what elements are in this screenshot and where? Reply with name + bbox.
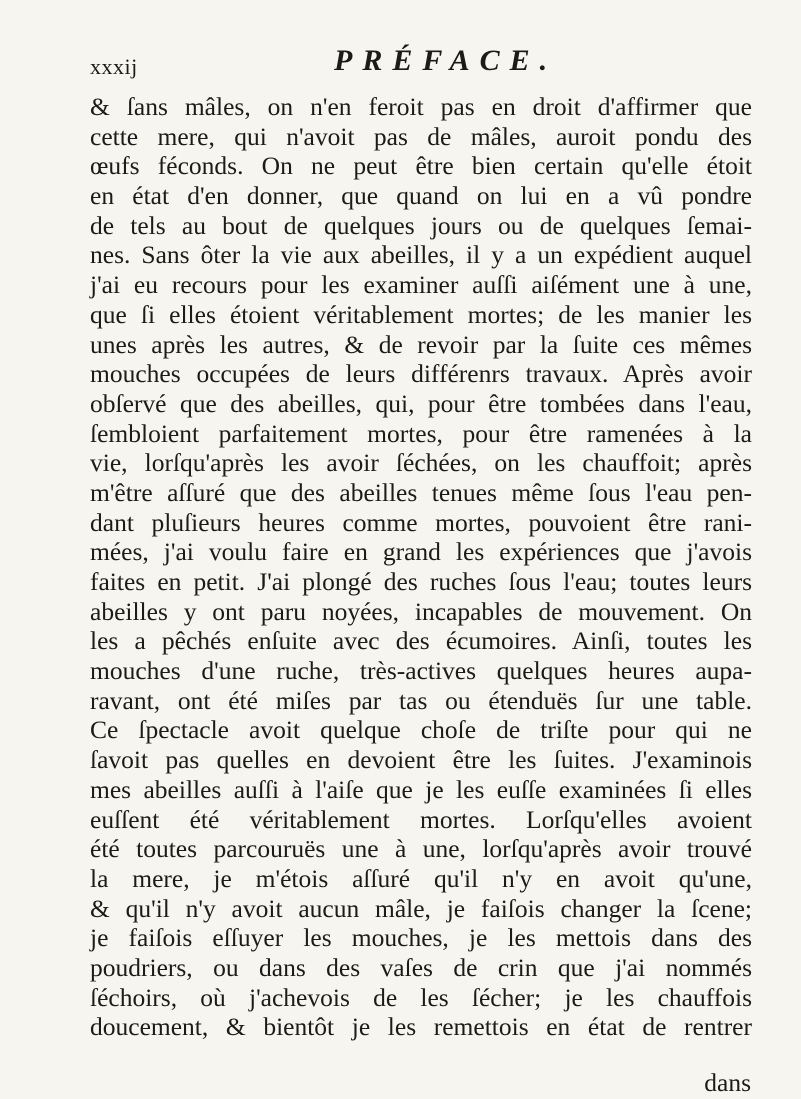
text-line: mouches occupées de leurs différenrs travaux. Après avoir [90,359,752,389]
text-line: obſervé que des abeilles, qui, pour être tombées dans l'eau, [90,388,752,418]
text-line: la mere, je m'étois aſſuré qu'il n'y en avoit qu'une, [90,863,752,893]
text-line: Ce ſpectacle avoit quelque choſe de triſte pour qui ne [90,715,752,745]
body-text [90,92,752,1042]
text-line: œufs féconds. On ne peut être bien certain qu'elle étoit [90,151,752,181]
text-line: & qu'il n'y avoit aucun mâle, je faiſois changer la ſcene; [90,893,752,923]
text-line: ſembloient parfaitement mortes, pour être ramenées à la [90,418,752,448]
text-line: été toutes parcouruës une à une, lorſqu'après avoir trouvé [90,834,752,864]
text-line: unes après les autres, & de revoir par la ſuite ces mêmes [90,329,752,359]
page-header [90,44,710,84]
text-line: cette mere, qui n'avoit pas de mâles, auroit pondu des [90,121,752,151]
text-line: doucement, & bientôt je les remettois en état de rentrer [90,1012,752,1042]
catchword: dans [704,1068,751,1097]
text-line: de tels au bout de quelques jours ou de quelques ſemai- [90,210,752,240]
text-line: ravant, ont été miſes par tas ou étenduës ſur une table. [90,685,752,715]
text-line: euſſent été véritablement mortes. Lorſqu'elles avoient [90,804,752,834]
text-line: je faiſois eſſuyer les mouches, je les mettois dans des [90,923,752,953]
text-line: en état d'en donner, que quand on lui en a vû pondre [90,181,752,211]
text-line: m'être aſſuré que des abeilles tenues même ſous l'eau pen- [90,477,752,507]
text-line: mées, j'ai voulu faire en grand les expériences que j'avois [90,537,752,567]
text-line: poudriers, ou dans des vaſes de crin que j'ai nommés [90,952,752,982]
text-line: nes. Sans ôter la vie aux abeilles, il y a un expédient auquel [90,240,752,270]
running-title: PRÉFACE. [334,44,558,77]
text-line: ſavoit pas quelles en devoient être les ſuites. J'examinois [90,745,752,775]
text-line: mes abeilles auſſi à l'aiſe que je les euſſe examinées ſi elles [90,774,752,804]
text-line: dant pluſieurs heures comme mortes, pouvoient être rani- [90,507,752,537]
text-line: & ſans mâles, on n'en feroit pas en droit d'affirmer que [90,92,752,121]
text-line: faites en petit. J'ai plongé des ruches ſous l'eau; toutes leurs [90,567,752,596]
text-line: ſéchoirs, où j'achevois de les ſécher; je les chauffois [90,982,752,1012]
page-number: xxxij [90,54,138,79]
text-line: j'ai eu recours pour les examiner auſſi aiſément une à une, [90,270,752,300]
text-line: que ſi elles étoient véritablement mortes; de les manier les [90,299,752,329]
text-line: vie, lorſqu'après les avoir ſéchées, on les chauffoit; après [90,448,752,478]
text-line: mouches d'une ruche, très-actives quelques heures aupa- [90,656,752,686]
text-line: les a pêchés enſuite avec des écumoires. Ainſi, toutes les [90,626,752,656]
text-line: abeilles y ont paru noyées, incapables de mouvement. On [90,596,752,626]
